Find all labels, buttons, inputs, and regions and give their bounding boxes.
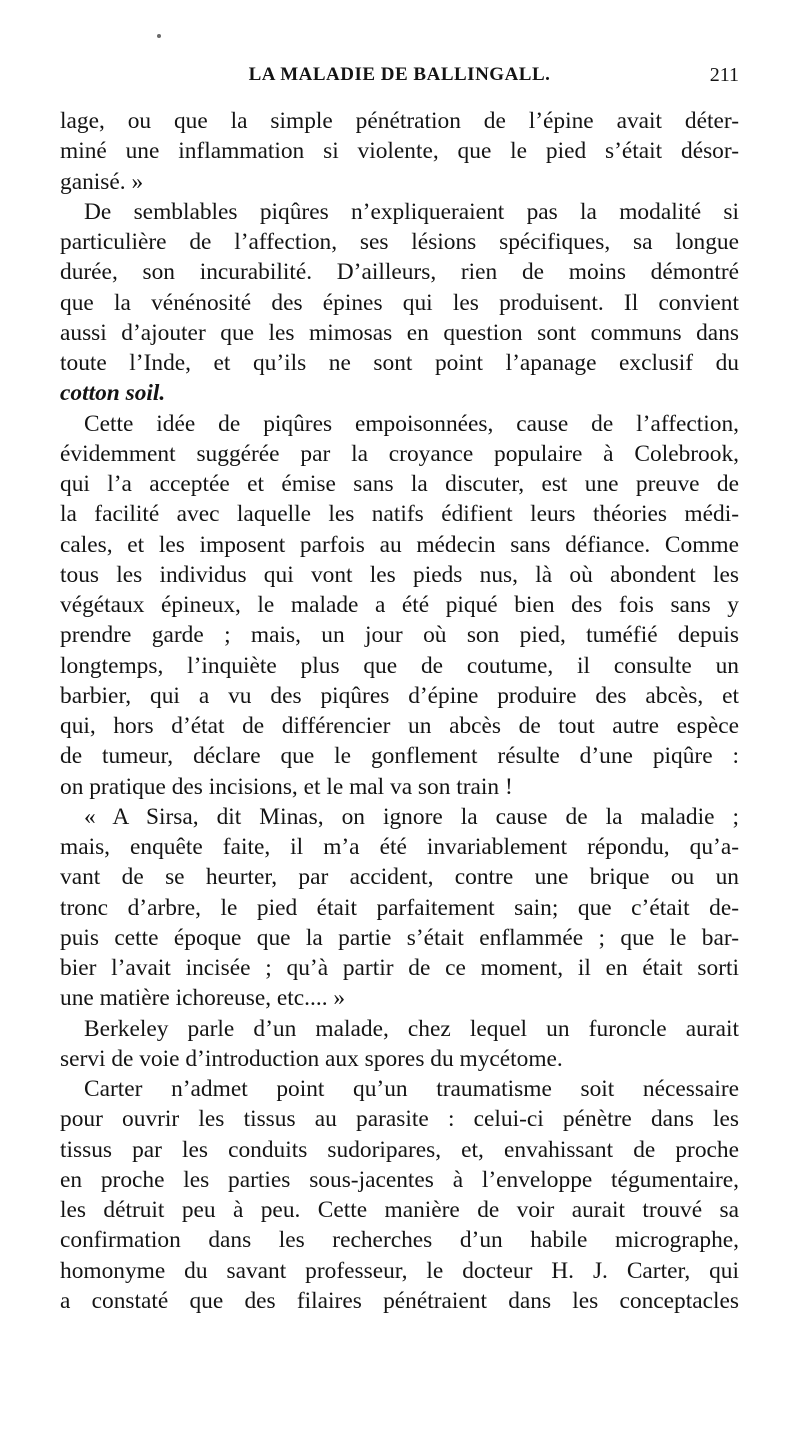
page-number: 211 bbox=[709, 64, 739, 86]
text-line: les détruit peu à peu. Cette manière de voir aurait trouvé sa bbox=[60, 1197, 739, 1223]
paragraph-start-line: « A Sirsa, dit Minas, on ignore la cause de la maladie ; bbox=[84, 803, 739, 830]
text-line: longtemps, l’inquiète plus que de coutume, il consulte un bbox=[60, 652, 739, 679]
text-line: miné une inflammation si violente, que le pied s’était désor- bbox=[60, 138, 739, 165]
text-line: on pratique des incisions, et le mal va son train ! bbox=[60, 773, 513, 800]
text-line: une matière ichoreuse, etc.... » bbox=[60, 985, 346, 1012]
text-line: puis cette époque que la partie s’était enflammée ; que le bar- bbox=[60, 924, 739, 951]
text-line: particulière de l’affection, ses lésions spécifiques, sa longue bbox=[60, 229, 739, 255]
text-line: végétaux épineux, le malade a été piqué bien des fois sans y bbox=[60, 592, 739, 618]
text-line: barbier, qui a vu des piqûres d’épine produire des abcès, et bbox=[60, 682, 739, 709]
text-line: mais, enquête faite, il m’a été invariablement répondu, qu’a- bbox=[60, 834, 739, 860]
print-speck bbox=[157, 34, 161, 38]
text-line: la facilité avec laquelle les natifs édifient leurs théories médi- bbox=[60, 501, 739, 528]
paragraph-start-line: De semblables piqûres n’expliqueraient pas la modalité si bbox=[84, 198, 739, 225]
text-line: de tumeur, déclare que le gonflement résulte d’une piqûre : bbox=[60, 743, 739, 770]
text-line: toute l’Inde, et qu’ils ne sont point l’apanage exclusif du bbox=[60, 350, 739, 376]
text-line: servi de voie d’introduction aux spores du mycétome. bbox=[60, 1045, 563, 1072]
page-header bbox=[60, 64, 739, 94]
text-line: prendre garde ; mais, un jour où son pied, tuméfié depuis bbox=[60, 622, 739, 649]
paragraph-start-line: Cette idée de piqûres empoisonnées, cause de l’affection, bbox=[84, 410, 739, 437]
italic-term-line: cotton soil. bbox=[60, 380, 166, 407]
text-line: confirmation dans les recherches d’un habile micrographe, bbox=[60, 1227, 739, 1254]
text-line: en proche les parties sous-jacentes à l’enveloppe tégumentaire, bbox=[60, 1166, 739, 1193]
text-line: qui l’a acceptée et émise sans la discuter, est une preuve de bbox=[60, 471, 739, 497]
text-line: que la vénénosité des épines qui les produisent. Il convient bbox=[60, 289, 739, 316]
text-line: tous les individus qui vont les pieds nus, là où abondent les bbox=[60, 561, 739, 588]
text-line: lage, ou que la simple pénétration de l’épine avait déter- bbox=[60, 108, 739, 134]
text-line: bier l’avait incisée ; qu’à partir de ce moment, il en était sorti bbox=[60, 955, 739, 981]
text-line: homonyme du savant professeur, le docteur H. J. Carter, qui bbox=[60, 1257, 739, 1284]
text-line: cales, et les imposent parfois au médecin sans défiance. Comme bbox=[60, 531, 739, 558]
text-line: a constaté que des filaires pénétraient dans les conceptacles bbox=[60, 1287, 739, 1314]
text-line: aussi d’ajouter que les mimosas en question sont communs dans bbox=[60, 319, 739, 346]
body-text bbox=[60, 106, 739, 1316]
text-line: ganisé. » bbox=[60, 168, 144, 195]
text-line: vant de se heurter, par accident, contre une brique ou un bbox=[60, 864, 739, 891]
text-line: tronc d’arbre, le pied était parfaitement sain; que c’était de- bbox=[60, 894, 739, 921]
running-title: LA MALADIE DE BALLINGALL. bbox=[248, 64, 551, 85]
text-line: tissus par les conduits sudoripares, et, envahissant de proche bbox=[60, 1136, 739, 1163]
paragraph-start-line: Berkeley parle d’un malade, chez lequel un furoncle aurait bbox=[84, 1015, 739, 1042]
paragraph-start-line: Carter n’admet point qu’un traumatisme soit nécessaire bbox=[84, 1076, 739, 1102]
text-line: durée, son incurabilité. D’ailleurs, rien de moins démontré bbox=[60, 259, 739, 286]
text-line: qui, hors d’état de différencier un abcès de tout autre espèce bbox=[60, 713, 739, 739]
text-line: pour ouvrir les tissus au parasite : celui-ci pénètre dans les bbox=[60, 1106, 739, 1133]
text-line: évidemment suggérée par la croyance populaire à Colebrook, bbox=[60, 440, 739, 467]
